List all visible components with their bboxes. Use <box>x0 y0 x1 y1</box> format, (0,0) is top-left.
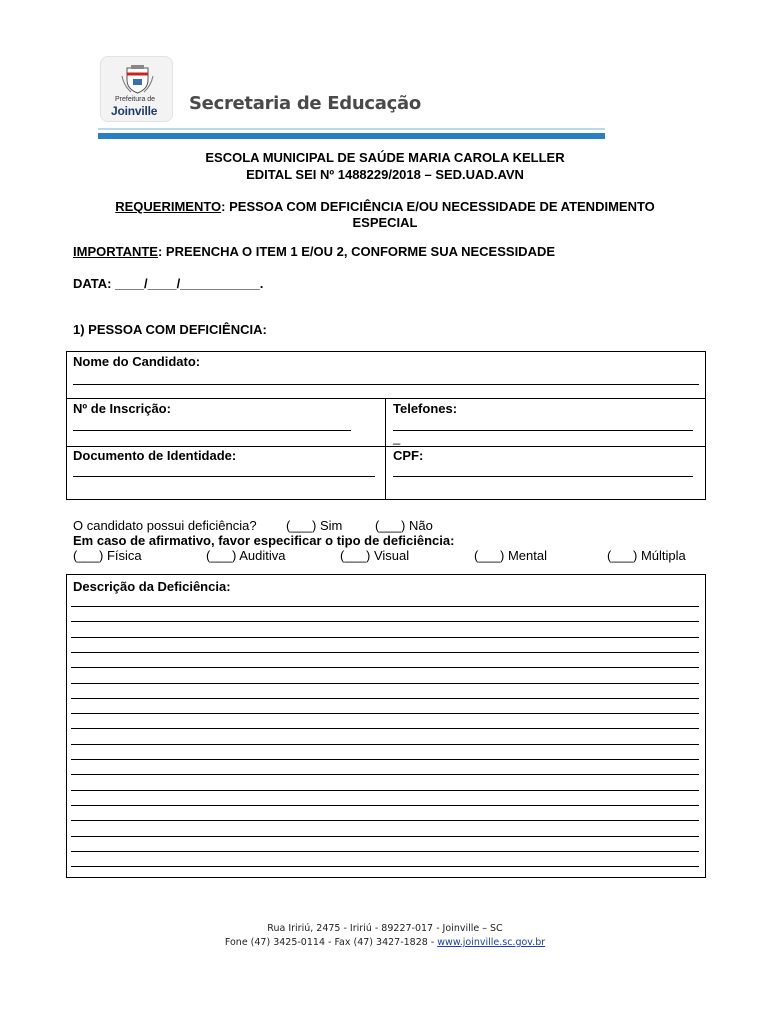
option-multipla[interactable]: (___) Múltipla <box>607 548 686 563</box>
description-line[interactable] <box>71 805 699 806</box>
description-line[interactable] <box>71 836 699 837</box>
header-divider <box>98 133 605 139</box>
option-fisica[interactable]: (___) Física <box>73 548 142 563</box>
edital-number: EDITAL SEI Nº 1488229/2018 – SED.UAD.AVN <box>246 167 524 182</box>
description-line[interactable] <box>71 759 699 760</box>
description-box <box>66 574 706 878</box>
importante-text: : PREENCHA O ITEM 1 E/OU 2, CONFORME SUA NECESSIDADE <box>157 244 556 259</box>
description-line[interactable] <box>71 728 699 729</box>
documento-field[interactable] <box>73 476 375 477</box>
logo-small-text: Prefeitura de <box>115 96 156 103</box>
description-line[interactable] <box>71 606 699 607</box>
date-field[interactable]: DATA: ____/____/___________. <box>73 276 264 291</box>
option-mental[interactable]: (___) Mental <box>474 548 547 563</box>
description-line[interactable] <box>71 790 699 791</box>
section-1-title: 1) PESSOA COM DEFICIÊNCIA: <box>73 322 267 337</box>
school-name: ESCOLA MUNICIPAL DE SAÚDE MARIA CAROLA KELLER <box>205 150 565 165</box>
requerimento-text-line2: ESPECIAL <box>352 215 418 230</box>
description-line[interactable] <box>71 621 699 622</box>
coat-of-arms-icon <box>121 64 154 94</box>
inscricao-label: Nº de Inscrição: <box>73 401 171 416</box>
footer-phone-fax: Fone (47) 3425-0114 - Fax (47) 3427-1828 - <box>224 937 438 948</box>
description-line[interactable] <box>71 683 699 684</box>
column-divider <box>385 398 386 499</box>
footer-address: Rua Iririú, 2475 - Iririú - 89227-017 - Joinville – SC <box>267 923 503 934</box>
description-line[interactable] <box>71 744 699 745</box>
deficiency-question: O candidato possui deficiência? <box>73 518 257 533</box>
requerimento-label: REQUERIMENTO <box>115 199 222 214</box>
prefeitura-logo <box>100 56 173 122</box>
option-auditiva[interactable]: (___) Auditiva <box>206 548 286 563</box>
description-line[interactable] <box>71 667 699 668</box>
documento-label: Documento de Identidade: <box>73 448 237 463</box>
description-line[interactable] <box>71 774 699 775</box>
description-line[interactable] <box>71 698 699 699</box>
header-divider-light <box>98 128 605 130</box>
option-visual[interactable]: (___) Visual <box>340 548 410 563</box>
deficiency-type-instruction: Em caso de afirmativo, favor especificar o tipo de deficiência: <box>73 533 455 548</box>
telefones-label: Telefones: <box>393 401 458 416</box>
nome-label: Nome do Candidato: <box>73 354 201 369</box>
cpf-label: CPF: <box>393 448 424 463</box>
description-line[interactable] <box>71 851 699 852</box>
importante-line <box>73 244 555 259</box>
description-line[interactable] <box>71 652 699 653</box>
nome-field[interactable] <box>73 384 699 385</box>
row-divider-2 <box>67 446 705 447</box>
cpf-field[interactable] <box>393 476 693 477</box>
description-line[interactable] <box>71 820 699 821</box>
option-sim[interactable]: (___) Sim <box>286 518 343 533</box>
requerimento-heading <box>70 199 700 214</box>
telefones-field[interactable] <box>393 430 693 431</box>
requerimento-text: : PESSOA COM DEFICIÊNCIA E/OU NECESSIDADE DE ATENDIMENTO <box>221 199 655 214</box>
department-title: Secretaria de Educação <box>189 93 421 114</box>
inscricao-field[interactable] <box>73 430 351 431</box>
description-line[interactable] <box>71 637 699 638</box>
importante-label: IMPORTANTE <box>73 244 158 259</box>
footer-contact <box>0 937 770 948</box>
website-link[interactable]: www.joinville.sc.gov.br <box>437 937 546 948</box>
descricao-label: Descrição da Deficiência: <box>73 579 231 594</box>
telefones-extra: _ <box>393 430 401 445</box>
logo-city-name: Joinville <box>111 104 158 118</box>
option-nao[interactable]: (___) Não <box>375 518 433 533</box>
row-divider-1 <box>67 398 705 399</box>
description-line[interactable] <box>71 866 699 867</box>
candidate-info-table <box>66 351 706 500</box>
description-line[interactable] <box>71 713 699 714</box>
